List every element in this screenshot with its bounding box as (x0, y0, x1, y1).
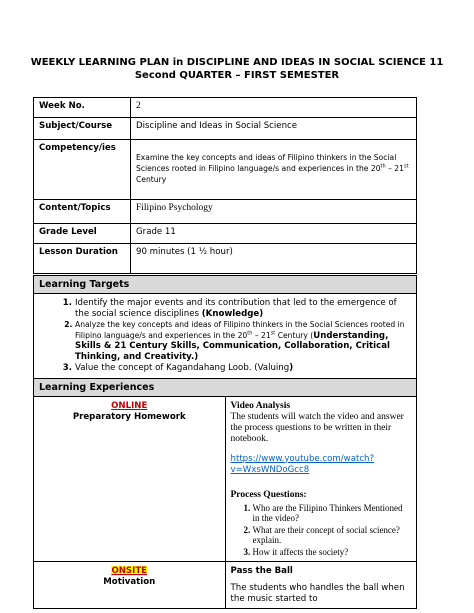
week-value: 2 (131, 98, 417, 118)
process-question: 2. What are their concept of social science? explain. (253, 525, 412, 546)
onsite-cell (34, 562, 226, 609)
info-table (33, 97, 417, 274)
competency-value: Examine the key concepts and ideas of Filipino thinkers in the Social Sciences rooted in Filipino language/s and experiences in the 20th – 21st Century (131, 140, 417, 200)
learning-plan-table (33, 275, 417, 609)
learning-targets-row (34, 294, 417, 379)
online-row (34, 396, 417, 562)
grade-row (34, 224, 417, 244)
target-item: 1. Identify the major events and its contribution that led to the emergence of the social science disciplines (Knowledge) (75, 298, 411, 319)
content-label: Content/Topics (34, 200, 131, 224)
preparatory-homework-label: Preparatory Homework (72, 411, 186, 422)
pass-the-ball-text: The students who handles the ball when the music started to (230, 583, 405, 604)
learning-targets-header: Learning Targets (34, 276, 417, 294)
motivation-label: Motivation (103, 577, 156, 587)
target-item: 3. Value the concept of Kagandahang Loob. (Valuing) (75, 363, 411, 374)
target-item: 2. Analyze the key concepts and ideas of Filipino thinkers in the Social Sciences rooted in Filipino language/s and experiences in the 20th – 21st Century (Understanding, Skills & 21 Century Skills, Communication, Collaboration, Critical Thinking, and Creativity.) (75, 320, 411, 362)
document-title: WEEKLY LEARNING PLAN in DISCIPLINE AND IDEAS IN SOCIAL SCIENCE 11 (30, 57, 444, 68)
onsite-row (34, 562, 417, 609)
subject-value: Discipline and Ideas in Social Science (131, 118, 417, 140)
competency-label: Competency/ies (34, 140, 131, 200)
learning-targets-content (34, 294, 417, 379)
content-row (34, 200, 417, 224)
week-label: Week No. (34, 98, 131, 118)
subject-row (34, 118, 417, 140)
duration-value: 90 minutes (1 ½ hour) (131, 244, 417, 274)
process-questions-title: Process Questions: (230, 489, 307, 500)
content-value: Filipino Psychology (131, 200, 417, 224)
onsite-tag: ONSITE (111, 566, 148, 576)
video-analysis-text: The students will watch the video and answer the process questions to be written in their notebook. (230, 411, 404, 444)
process-questions-list (231, 503, 412, 558)
online-cell (34, 396, 226, 562)
learning-experiences-header: Learning Experiences (34, 378, 417, 396)
video-link[interactable]: https://www.youtube.com/watch?v=WxsWNDoGcc8 (230, 453, 375, 475)
process-question: 3. How it affects the society? (253, 547, 412, 558)
pass-the-ball-title: Pass the Ball (230, 566, 293, 576)
learning-targets-header-row (34, 276, 417, 294)
subject-label: Subject/Course (34, 118, 131, 140)
competency-row (34, 140, 417, 200)
video-analysis-title: Video Analysis (230, 400, 291, 411)
grade-label: Grade Level (34, 224, 131, 244)
week-row (34, 98, 417, 118)
learning-targets-list (39, 298, 411, 374)
duration-label: Lesson Duration (34, 244, 131, 274)
pass-the-ball-cell (225, 562, 417, 609)
process-question: 1. Who are the Filipino Thinkers Mentioned in the video? (253, 503, 412, 524)
learning-experiences-header-row (34, 378, 417, 396)
document-subtitle: Second QUARTER – FIRST SEMESTER (134, 70, 340, 81)
grade-value: Grade 11 (131, 224, 417, 244)
video-analysis-cell (225, 396, 417, 562)
duration-row (34, 244, 417, 274)
online-tag: ONLINE (111, 400, 148, 411)
